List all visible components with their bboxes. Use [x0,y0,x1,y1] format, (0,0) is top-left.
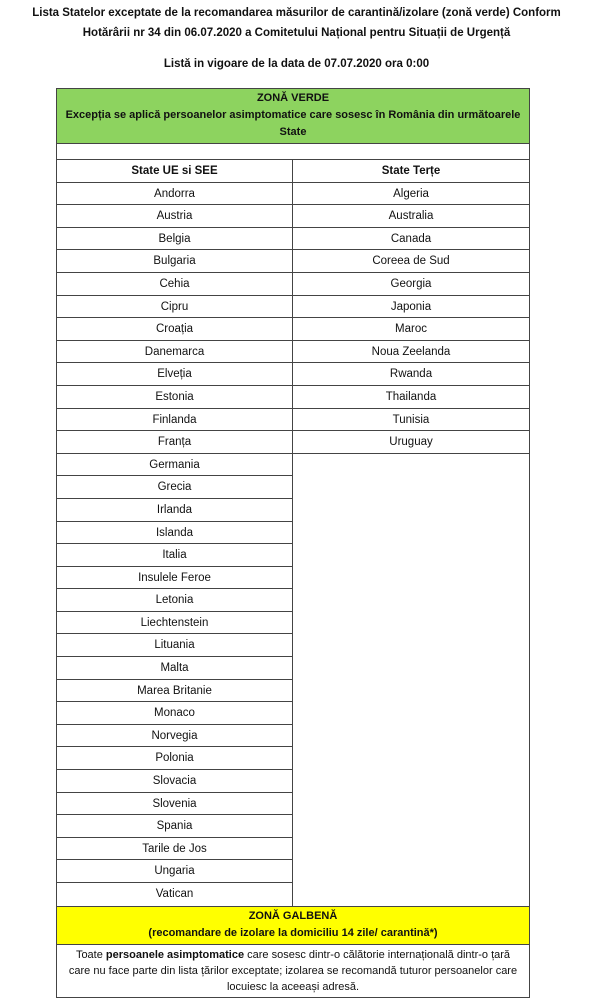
eu-state-cell: Polonia [57,747,292,770]
eu-state-cell: Liechtenstein [57,612,292,635]
note-text-end: care sosesc dintr-o călătorie internațională dintr-o țară care nu face parte din lista țărilor exceptate; izolarea se recomandă tuturor persoanelor care locuiesc la aceeași adresă. [68,948,518,993]
eu-state-cell: Elveția [57,363,292,386]
eu-state-cell: Lituania [57,634,292,657]
eu-states-column [57,160,293,906]
eu-state-cell: Cipru [57,296,292,319]
eu-state-cell: Slovenia [57,793,292,816]
eu-state-cell: Germania [57,454,292,477]
eu-state-cell: Irlanda [57,499,292,522]
eu-state-cell: Ungaria [57,860,292,883]
third-state-cell: Algeria [293,183,529,206]
eu-state-cell: Insulele Feroe [57,567,292,590]
third-state-cell: Australia [293,205,529,228]
yellow-zone-header [57,907,529,945]
third-states-header: State Terțe [293,160,529,183]
note-text-bold: persoanele asimptomatice [105,948,245,961]
yellow-zone-note [57,945,529,997]
third-state-cell: Thailanda [293,386,529,409]
third-state-cell: Noua Zeelanda [293,341,529,364]
third-state-cell: Maroc [293,318,529,341]
eu-state-cell: Finlanda [57,409,292,432]
third-state-cell: Tunisia [293,409,529,432]
eu-state-cell: Andorra [57,183,292,206]
third-state-cell: Rwanda [293,363,529,386]
yellow-zone-description: (recomandare de izolare la domiciliu 14 zile/ carantină*) [148,926,438,939]
eu-state-cell: Croația [57,318,292,341]
third-state-cell: Georgia [293,273,529,296]
eu-state-cell: Franța [57,431,292,454]
third-state-cell: Canada [293,228,529,251]
green-zone-header [57,89,529,144]
third-state-cell: Japonia [293,296,529,319]
eu-state-cell: Cehia [57,273,292,296]
exceptions-table [56,88,530,998]
eu-state-cell: Estonia [57,386,292,409]
states-columns [57,160,529,907]
green-zone-description: Excepția se aplică persoanelor asimptomatice care sosesc în România din următoarele State [65,109,521,138]
third-state-cell: Coreea de Sud [293,250,529,273]
eu-state-cell: Vatican [155,888,194,900]
eu-state-cell: Islanda [57,522,292,545]
validity-date: Listă in vigoare de la data de 07.07.2020 ora 0:00 [163,58,430,70]
eu-state-cell: Marea Britanie [57,680,292,703]
empty-row [57,144,529,160]
eu-state-cell: Austria [57,205,292,228]
eu-state-cell: Spania [57,815,292,838]
green-zone-title: ZONĂ VERDE [256,92,330,104]
eu-state-cell: Monaco [57,702,292,725]
eu-state-cell: Slovacia [57,770,292,793]
title-line-1: Lista Statelor exceptate de la recomandarea măsurilor de carantină/izolare (zonă verde) Conform [32,7,561,19]
third-states-column [293,160,529,906]
eu-state-cell: Tarile de Jos [57,838,292,861]
eu-state-cell: Danemarca [57,341,292,364]
eu-state-cell: Norvegia [57,725,292,748]
eu-state-cell: Grecia [57,476,292,499]
title-line-2: Hotărârii nr 34 din 06.07.2020 a Comitetului Național pentru Situații de Urgență [82,27,511,39]
eu-state-cell: Letonia [57,589,292,612]
note-text-start: Toate [75,948,106,961]
eu-state-cell: Italia [57,544,292,567]
eu-state-cell: Malta [57,657,292,680]
yellow-zone-title: ZONĂ GALBENĂ [248,909,338,922]
third-state-cell: Uruguay [293,431,529,454]
eu-state-cell: Bulgaria [57,250,292,273]
document-title [0,0,593,43]
eu-state-cell: Belgia [57,228,292,251]
eu-states-header: State UE si SEE [57,160,292,183]
